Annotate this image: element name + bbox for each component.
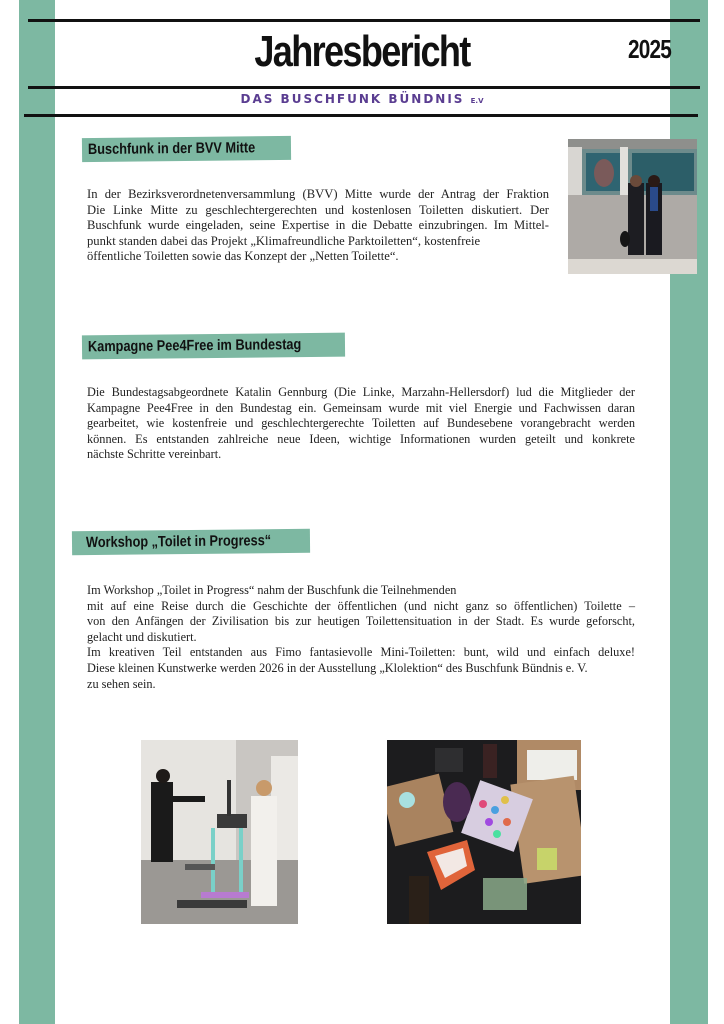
text-line: Kampagne Pee4Free in den Bundestag ein. Gemeinsam wurde mit viel Energie und Fachwissen daran <box>87 400 635 415</box>
section-text-bvv <box>87 187 549 265</box>
text-line: mit auf eine Reise durch die Geschichte der öffentlichen (und nicht ganz so öffentlichen) Toilette – <box>87 598 635 613</box>
photo-bvv-building <box>568 139 697 274</box>
text-line: punkt standen dabei das Projekt „Klimafreundliche Parktoiletten“, kostenfreie <box>87 233 481 248</box>
text-line: Die Bundestagsabgeordnete Katalin Gennburg (Die Linke, Marzahn-Hellersdorf) lud die Mitglieder der <box>87 385 635 399</box>
text-line: zu sehen sein. <box>87 676 156 691</box>
organization-name: DAS BUSCHFUNK BÜNDNIS <box>240 92 465 106</box>
organization-suffix: E.V <box>470 97 484 105</box>
text-line: nächste Schritte vereinbart. <box>87 447 222 462</box>
left-decorative-stripe <box>19 0 55 1024</box>
header-rule-middle <box>28 86 700 89</box>
section-heading-workshop: Workshop „Toilet in Progress“ <box>72 529 310 555</box>
text-line: Im kreativen Teil entstanden aus Fimo fantasievolle Mini-Toiletten: bunt, wild und einfach deluxe! <box>87 645 635 660</box>
header-rule-bottom <box>24 114 698 117</box>
text-line: gearbeitet, wie kostenfreie und geschlechtergerechte Toiletten auf Bundesebene vorangebracht werden <box>87 416 635 431</box>
text-line: gelacht und diskutiert. <box>87 629 197 644</box>
text-line: Im Workshop „Toilet in Progress“ nahm der Buschfunk die Teilnehmenden <box>87 583 457 597</box>
photo-workshop-presentation <box>141 740 298 924</box>
section-heading-bvv: Buschfunk in der BVV Mitte <box>82 136 291 162</box>
text-line: Diese kleinen Kunstwerke werden 2026 in der Ausstellung „Klolektion“ des Buschfunk Bündnis e. V. <box>87 660 588 675</box>
text-line: öffentliche Toiletten sowie das Konzept der „Netten Toilette“. <box>87 249 399 264</box>
text-line: von den Anfängen der Zivilisation bis zur heutigen Toilettensituation in der Stadt. Es wurde geforscht, <box>87 614 635 629</box>
section-text-pee4free <box>87 385 635 463</box>
page-title: Jahresbericht <box>254 27 470 76</box>
text-line: In der Bezirksverordnetenversammlung (BVV) Mitte wurde der Antrag der Fraktion <box>87 187 549 201</box>
organization-logo <box>0 92 724 106</box>
section-text-workshop <box>87 583 635 692</box>
photo-workshop-materials <box>387 740 581 924</box>
text-line: können. Es entstanden zahlreiche neue Ideen, wichtige Informationen wurden geteilt und konkrete <box>87 431 635 446</box>
header-rule-top <box>28 19 700 22</box>
report-year: 2025 <box>628 34 672 64</box>
text-line: Buschfunk wurde eingeladen, seine Expertise in die Debatte einzubringen. Im Mittel- <box>87 218 549 233</box>
text-line: Die Linke Mitte zu geschlechtergerechten und kostenlosen Toiletten diskutiert. Der <box>87 202 549 217</box>
section-heading-pee4free: Kampagne Pee4Free im Bundestag <box>82 333 345 360</box>
